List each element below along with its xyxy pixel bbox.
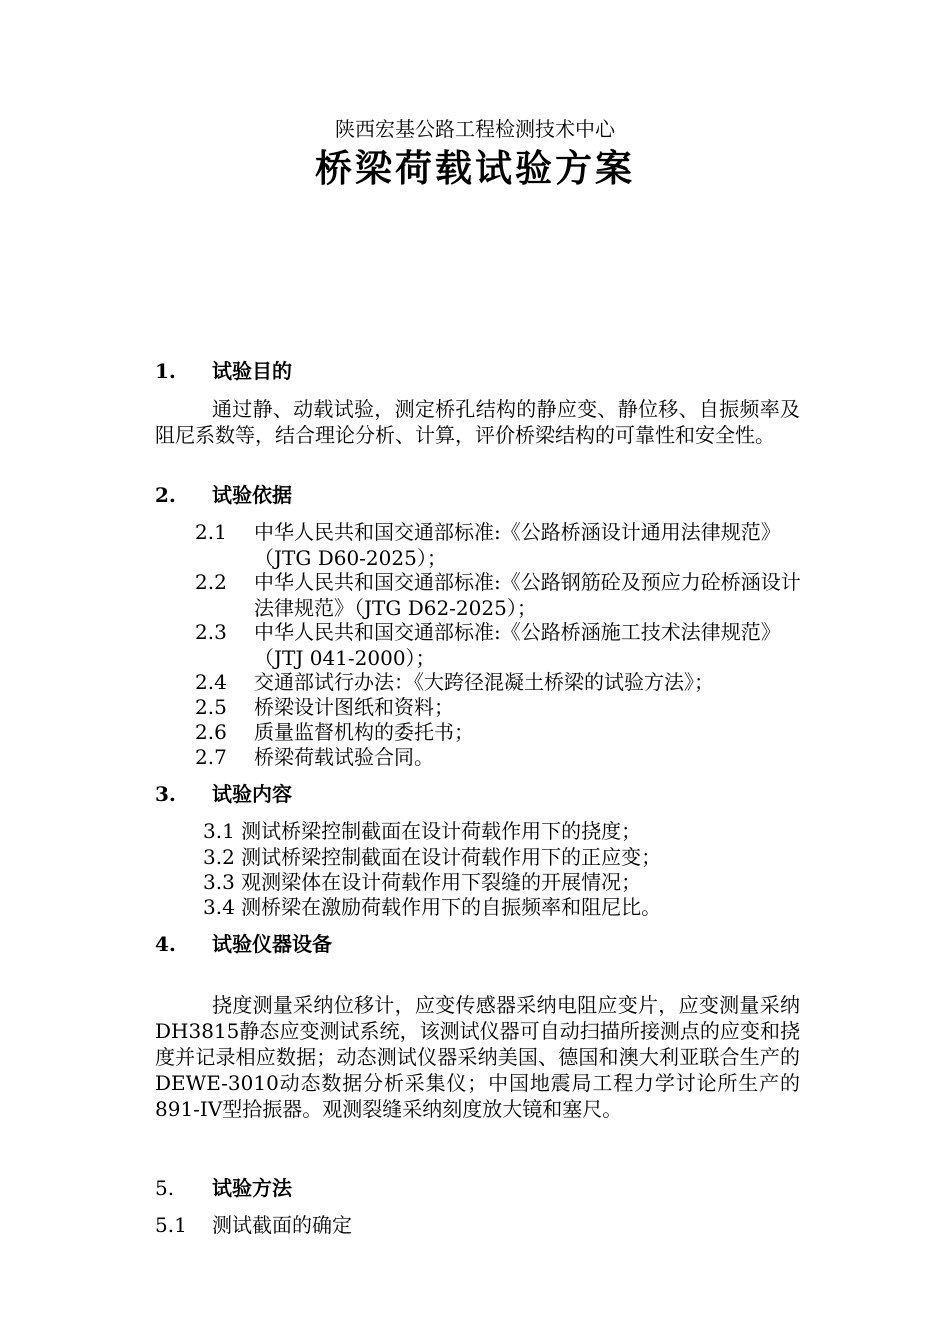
content-item: 3.2 测试桥梁控制截面在设计荷载作用下的正应变； — [203, 845, 662, 869]
section-3-heading: 试验内容 — [212, 782, 292, 806]
section-2-number: 2. — [155, 483, 176, 507]
section-5-number: 5. — [155, 1176, 175, 1200]
reference-text: 中华人民共和国交通部标准:《公路桥涵设计通用法律规范》（JTG D60-2025）； — [254, 520, 781, 570]
reference-number: 2.3 — [195, 620, 227, 644]
reference-text: 交通部试行办法：《大跨径混凝土桥梁的试验方法》； — [254, 670, 714, 694]
reference-number: 2.4 — [195, 670, 227, 694]
reference-text: 桥梁设计图纸和资料； — [254, 695, 454, 719]
section-4-number: 4. — [155, 932, 176, 956]
reference-text: 质量监督机构的委托书； — [254, 720, 474, 744]
section-5-heading: 试验方法 — [212, 1176, 292, 1200]
section-2-heading: 试验依据 — [212, 483, 292, 507]
subsection-title: 测试截面的确定 — [212, 1213, 352, 1237]
content-item: 3.3 观测梁体在设计荷载作用下裂缝的开展情况； — [203, 870, 642, 894]
reference-text: 中华人民共和国交通部标准:《公路钢筋砼及预应力砼桥涵设计法律规范》（JTG D62-2025）； — [254, 570, 801, 620]
content-item: 3.4 测桥梁在激励荷载作用下的自振频率和阻尼比。 — [203, 895, 662, 919]
reference-number: 2.5 — [195, 695, 227, 719]
section-1-number: 1. — [155, 359, 176, 383]
reference-text: 中华人民共和国交通部标准:《公路桥涵施工技术法律规范》（JTJ 041-2000）； — [254, 620, 781, 670]
section-4-heading: 试验仪器设备 — [212, 932, 332, 956]
reference-number: 2.6 — [195, 720, 227, 744]
reference-number: 2.7 — [195, 745, 227, 769]
section-3-number: 3. — [155, 782, 176, 806]
section-1-body: 通过静、动载试验，测定桥孔结构的静应变、静位移、自振频率及阻尼系数等，结合理论分析、计算，评价桥梁结构的可靠性和安全性。 — [155, 397, 800, 447]
reference-text: 桥梁荷载试验合同。 — [254, 745, 434, 769]
reference-number: 2.2 — [195, 570, 227, 594]
section-4-body: 挠度测量采纳位移计，应变传感器采纳电阻应变片，应变测量采纳DH3815静态应变测试系统，该测试仪器可自动扫描所接测点的应变和挠度并记录相应数据；动态测试仪器采纳美国、德国和澳大利亚联合生产的DEWE-3010动态数据分析采集仪；中国地震局工程力学讨论所生产的891-IV型拾振器。观测裂缝采纳刻度放大镜和塞尺。 — [155, 993, 800, 1121]
content-item: 3.1 测试桥梁控制截面在设计荷载作用下的挠度； — [203, 819, 642, 843]
reference-number: 2.1 — [195, 520, 227, 544]
organization-name: 陕西宏基公路工程检测技术中心 — [335, 117, 615, 141]
subsection-number: 5.1 — [155, 1213, 187, 1237]
section-1-heading: 试验目的 — [212, 359, 292, 383]
document-title: 桥梁荷载试验方案 — [315, 147, 635, 190]
